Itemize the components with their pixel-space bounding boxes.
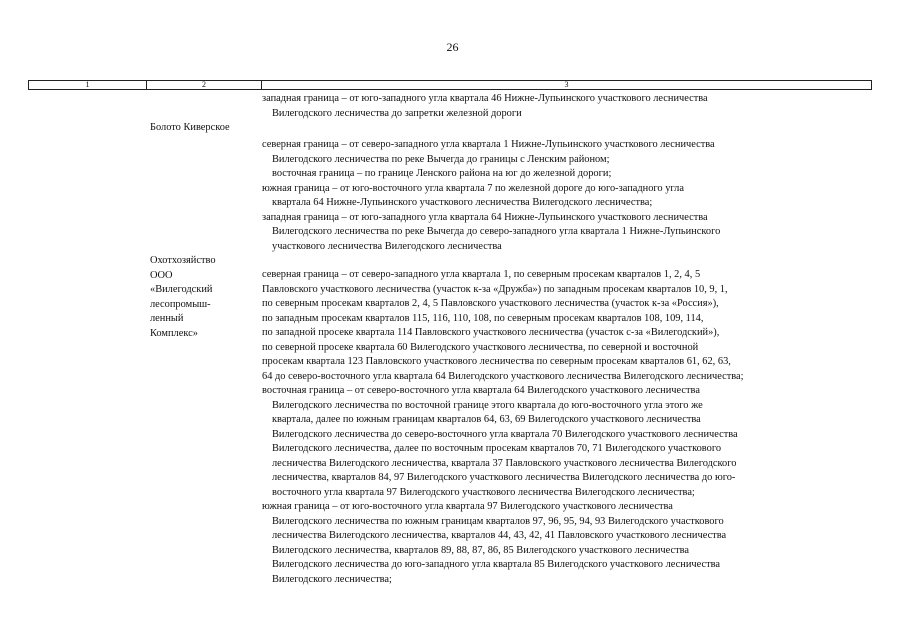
- text-line: Вилегодского лесничества, кварталов 89, 88, 87, 86, 85 Вилегодского участкового лесничества: [272, 544, 690, 556]
- text-line: южная граница – от юго-восточного угла квартала 7 по железной дороге до юго-западного угла: [262, 182, 684, 194]
- text-line: просекам квартала 123 Павловского участкового лесничества по северным просекам кварталов 61, 62, 63,: [262, 356, 731, 367]
- area-description: [262, 268, 872, 587]
- text-line: восточная граница – от северо-восточного угла квартала 64 Вилегодского участкового лесничества: [262, 385, 700, 396]
- text-line: по северным просекам кварталов 2, 4, 5 Павловского участкового лесничества (участок к-за «Россия»),: [262, 298, 719, 309]
- name-line: Охотхозяйство: [150, 255, 216, 266]
- text-line: Вилегодского лесничества до запретки железной дороги: [272, 107, 522, 119]
- name-line: Комплекс»: [150, 327, 198, 339]
- text-line: по северной просеке квартала 60 Вилегодского участкового лесничества, по северной и восточной: [262, 341, 699, 353]
- table-header-row: [28, 80, 872, 90]
- text-line: Павловского участкового лесничества (участок к-за «Дружба») по западным просекам кварталов 10, 9, 1,: [262, 283, 728, 295]
- text-line: Вилегодского лесничества по южным границам кварталов 97, 96, 95, 94, 93 Вилегодского участкового: [272, 515, 724, 527]
- text-line: участкового лесничества Вилегодского лесничества: [272, 240, 502, 252]
- text-line: северная граница – от северо-западного угла квартала 1 Нижне-Лупьинского участкового лесничества: [262, 139, 715, 150]
- text-line: лесничества Вилегодского лесничества, квартала 37 Павловского участкового лесничества Вилегодского: [272, 457, 737, 469]
- header-col-2: 2: [147, 81, 262, 89]
- header-col-1: 1: [29, 81, 147, 89]
- text-line: квартала, далее по южным границам кварталов 64, 63, 69 Вилегодского участкового лесничества: [272, 414, 701, 425]
- text-line: западная граница – от юго-западного угла квартала 46 Нижне-Лупьинского участкового лесничества: [262, 93, 708, 104]
- name-line: ленный: [150, 313, 184, 324]
- area-name: [150, 254, 262, 341]
- text-line: по западным просекам кварталов 115, 116, 110, 108, по северным просекам кварталов 108, 109, 114,: [262, 312, 704, 324]
- name-line: лесопромыш-: [150, 298, 211, 310]
- text-line: восточная граница – по границе Ленского района на юг до железной дороги;: [272, 168, 612, 179]
- text-line: Вилегодского лесничества по реке Вычегда до северо-западного угла квартала 1 Нижне-Лупьинского: [272, 226, 721, 237]
- text-line: Вилегодского лесничества до юго-западного угла квартала 85 Вилегодского участкового лесничества: [272, 559, 721, 570]
- text-line: северная граница – от северо-западного угла квартала 1, по северным просекам кварталов 1, 2, 4, 5: [262, 269, 701, 280]
- name-line: ООО: [150, 269, 173, 281]
- area-description: [262, 138, 872, 254]
- text-line: Вилегодского лесничества, далее по восточным просекам кварталов 70, 71 Вилегодского участкового: [272, 443, 722, 454]
- text-line: Вилегодского лесничества до северо-восточного угла квартала 70 Вилегодского участкового лесничества: [272, 428, 738, 440]
- page-number: 26: [446, 40, 459, 54]
- text-line: лесничества Вилегодского лесничества, кварталов 44, 43, 42, 41 Павловского участкового лесничества: [272, 530, 727, 541]
- header-col-3: 3: [564, 80, 569, 89]
- text-line: по западной просеке квартала 114 Павловского участкового лесничества (участок с-за «Вилегодский»),: [262, 327, 720, 338]
- text-line: Вилегодского лесничества по реке Вычегда до границы с Ленским районом;: [272, 153, 610, 165]
- top-description: [262, 92, 872, 121]
- name-line: «Вилегодский: [150, 284, 213, 295]
- text-line: южная граница – от юго-восточного угла квартала 97 Вилегодского участкового лесничества: [262, 501, 673, 512]
- text-line: 64 до северо-восточного угла квартала 64 Вилегодского участкового лесничества Вилегодского лесничества;: [262, 370, 744, 382]
- text-line: Вилегодского лесничества по восточной границе этого квартала до юго-восточного угла этого же: [272, 399, 703, 411]
- text-line: лесничества, кварталов 84, 97 Вилегодского участкового лесничества Вилегодского лесничества до юго-: [272, 472, 736, 483]
- text-line: квартала 64 Нижне-Лупьинского участкового лесничества Вилегодского лесничества;: [272, 197, 653, 208]
- text-line: западная граница – от юго-западного угла квартала 64 Нижне-Лупьинского участкового лесничества: [262, 211, 708, 223]
- text-line: Вилегодского лесничества;: [272, 573, 392, 585]
- text-line: восточного угла квартала 97 Вилегодского участкового лесничества Вилегодского лесничества;: [272, 486, 695, 498]
- area-name: Болото Киверское: [150, 122, 230, 133]
